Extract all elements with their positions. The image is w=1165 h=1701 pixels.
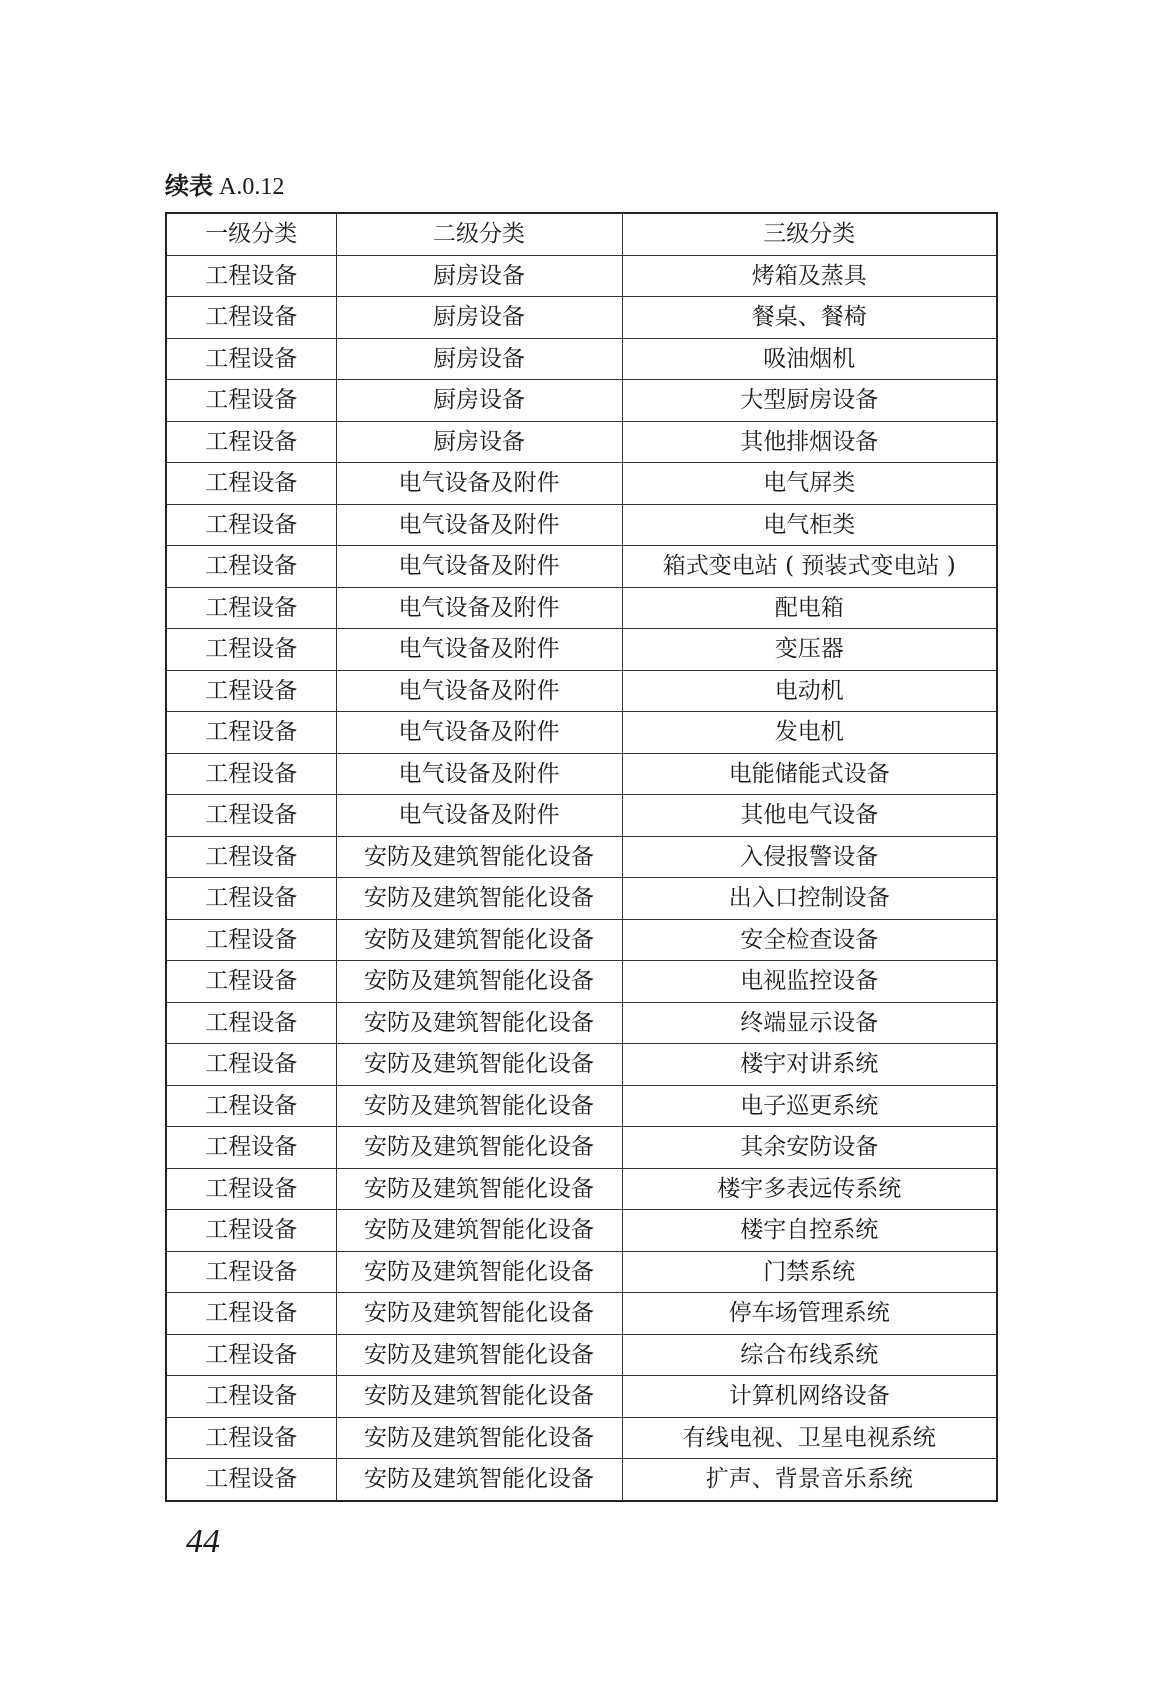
cell-level-2: 安防及建筑智能化设备 — [336, 836, 622, 878]
cell-level-1: 工程设备 — [166, 1459, 336, 1501]
cell-level-2: 安防及建筑智能化设备 — [336, 1417, 622, 1459]
cell-level-3: 变压器 — [622, 629, 997, 671]
cell-level-1: 工程设备 — [166, 961, 336, 1003]
cell-level-2: 安防及建筑智能化设备 — [336, 1334, 622, 1376]
cell-level-3: 电动机 — [622, 670, 997, 712]
cell-level-3: 吸油烟机 — [622, 338, 997, 380]
cell-level-2: 厨房设备 — [336, 255, 622, 297]
cell-level-1: 工程设备 — [166, 878, 336, 920]
cell-level-1: 工程设备 — [166, 1127, 336, 1169]
table-row — [166, 421, 997, 463]
cell-level-1: 工程设备 — [166, 919, 336, 961]
cell-level-3: 有线电视、卫星电视系统 — [622, 1417, 997, 1459]
table-row — [166, 919, 997, 961]
cell-level-1: 工程设备 — [166, 546, 336, 588]
header-level-3: 三级分类 — [622, 213, 997, 255]
cell-level-1: 工程设备 — [166, 629, 336, 671]
table-row — [166, 712, 997, 754]
cell-level-1: 工程设备 — [166, 1002, 336, 1044]
cell-level-2: 电气设备及附件 — [336, 587, 622, 629]
table-row — [166, 1459, 997, 1501]
cell-level-3: 楼宇自控系统 — [622, 1210, 997, 1252]
table-row — [166, 961, 997, 1003]
cell-level-3: 电气柜类 — [622, 504, 997, 546]
cell-level-1: 工程设备 — [166, 421, 336, 463]
table-row — [166, 629, 997, 671]
cell-level-3: 其余安防设备 — [622, 1127, 997, 1169]
cell-level-2: 安防及建筑智能化设备 — [336, 1376, 622, 1418]
table-row — [166, 380, 997, 422]
cell-level-2: 安防及建筑智能化设备 — [336, 1002, 622, 1044]
cell-level-2: 厨房设备 — [336, 338, 622, 380]
table-row — [166, 255, 997, 297]
table-row — [166, 1334, 997, 1376]
cell-level-2: 厨房设备 — [336, 421, 622, 463]
cell-level-2: 电气设备及附件 — [336, 546, 622, 588]
table-row — [166, 1293, 997, 1335]
cell-level-2: 安防及建筑智能化设备 — [336, 1293, 622, 1335]
table-row — [166, 795, 997, 837]
cell-level-1: 工程设备 — [166, 712, 336, 754]
cell-level-3: 扩声、背景音乐系统 — [622, 1459, 997, 1501]
cell-level-2: 电气设备及附件 — [336, 463, 622, 505]
cell-level-2: 电气设备及附件 — [336, 712, 622, 754]
header-level-1: 一级分类 — [166, 213, 336, 255]
cell-level-3: 电视监控设备 — [622, 961, 997, 1003]
table-row — [166, 338, 997, 380]
cell-level-1: 工程设备 — [166, 670, 336, 712]
cell-level-3: 综合布线系统 — [622, 1334, 997, 1376]
cell-level-1: 工程设备 — [166, 338, 336, 380]
cell-level-2: 安防及建筑智能化设备 — [336, 1251, 622, 1293]
cell-level-2: 电气设备及附件 — [336, 504, 622, 546]
caption-label: 续表 — [165, 172, 213, 200]
cell-level-2: 安防及建筑智能化设备 — [336, 1210, 622, 1252]
cell-level-2: 厨房设备 — [336, 380, 622, 422]
cell-level-2: 厨房设备 — [336, 297, 622, 339]
cell-level-1: 工程设备 — [166, 753, 336, 795]
table-row — [166, 1376, 997, 1418]
table-row — [166, 1044, 997, 1086]
table-row — [166, 1127, 997, 1169]
table-body — [166, 255, 997, 1501]
cell-level-1: 工程设备 — [166, 1251, 336, 1293]
cell-level-1: 工程设备 — [166, 1376, 336, 1418]
table-row — [166, 878, 997, 920]
table-row — [166, 587, 997, 629]
cell-level-3: 发电机 — [622, 712, 997, 754]
cell-level-3: 门禁系统 — [622, 1251, 997, 1293]
cell-level-3: 终端显示设备 — [622, 1002, 997, 1044]
cell-level-3: 配电箱 — [622, 587, 997, 629]
cell-level-1: 工程设备 — [166, 1334, 336, 1376]
cell-level-2: 安防及建筑智能化设备 — [336, 961, 622, 1003]
header-level-2: 二级分类 — [336, 213, 622, 255]
cell-level-1: 工程设备 — [166, 1085, 336, 1127]
table-row — [166, 1002, 997, 1044]
cell-level-2: 安防及建筑智能化设备 — [336, 919, 622, 961]
caption-table-id: A.0.12 — [219, 174, 285, 200]
table-row — [166, 297, 997, 339]
cell-level-1: 工程设备 — [166, 795, 336, 837]
cell-level-2: 安防及建筑智能化设备 — [336, 878, 622, 920]
table-row — [166, 1251, 997, 1293]
cell-level-3: 餐桌、餐椅 — [622, 297, 997, 339]
cell-level-1: 工程设备 — [166, 463, 336, 505]
cell-level-2: 电气设备及附件 — [336, 795, 622, 837]
cell-level-1: 工程设备 — [166, 587, 336, 629]
cell-level-1: 工程设备 — [166, 836, 336, 878]
cell-level-1: 工程设备 — [166, 255, 336, 297]
cell-level-2: 电气设备及附件 — [336, 753, 622, 795]
cell-level-2: 安防及建筑智能化设备 — [336, 1168, 622, 1210]
table-row — [166, 1168, 997, 1210]
cell-level-3: 出入口控制设备 — [622, 878, 997, 920]
cell-level-2: 安防及建筑智能化设备 — [336, 1127, 622, 1169]
cell-level-1: 工程设备 — [166, 1044, 336, 1086]
cell-level-3: 楼宇多表远传系统 — [622, 1168, 997, 1210]
table-row — [166, 753, 997, 795]
table-caption — [165, 171, 284, 202]
cell-level-2: 安防及建筑智能化设备 — [336, 1044, 622, 1086]
table-row — [166, 670, 997, 712]
table-row — [166, 836, 997, 878]
table-row — [166, 463, 997, 505]
cell-level-3: 计算机网络设备 — [622, 1376, 997, 1418]
cell-level-1: 工程设备 — [166, 504, 336, 546]
cell-level-3: 电气屏类 — [622, 463, 997, 505]
cell-level-3: 烤箱及蒸具 — [622, 255, 997, 297]
cell-level-3: 楼宇对讲系统 — [622, 1044, 997, 1086]
cell-level-3: 电能储能式设备 — [622, 753, 997, 795]
classification-table — [165, 212, 998, 1502]
cell-level-2: 电气设备及附件 — [336, 670, 622, 712]
cell-level-1: 工程设备 — [166, 297, 336, 339]
cell-level-1: 工程设备 — [166, 1293, 336, 1335]
cell-level-2: 安防及建筑智能化设备 — [336, 1085, 622, 1127]
cell-level-2: 电气设备及附件 — [336, 629, 622, 671]
table-header-row — [166, 213, 997, 255]
cell-level-3: 入侵报警设备 — [622, 836, 997, 878]
cell-level-3: 电子巡更系统 — [622, 1085, 997, 1127]
cell-level-3: 安全检查设备 — [622, 919, 997, 961]
cell-level-3: 停车场管理系统 — [622, 1293, 997, 1335]
cell-level-3: 箱式变电站 ( 预装式变电站 ) — [622, 546, 997, 588]
cell-level-1: 工程设备 — [166, 1168, 336, 1210]
cell-level-1: 工程设备 — [166, 380, 336, 422]
cell-level-1: 工程设备 — [166, 1210, 336, 1252]
table-row — [166, 546, 997, 588]
table-row — [166, 504, 997, 546]
table-row — [166, 1085, 997, 1127]
cell-level-1: 工程设备 — [166, 1417, 336, 1459]
cell-level-3: 其他电气设备 — [622, 795, 997, 837]
cell-level-2: 安防及建筑智能化设备 — [336, 1459, 622, 1501]
table-row — [166, 1210, 997, 1252]
page-number: 44 — [186, 1523, 220, 1560]
table-row — [166, 1417, 997, 1459]
cell-level-3: 其他排烟设备 — [622, 421, 997, 463]
cell-level-3: 大型厨房设备 — [622, 380, 997, 422]
